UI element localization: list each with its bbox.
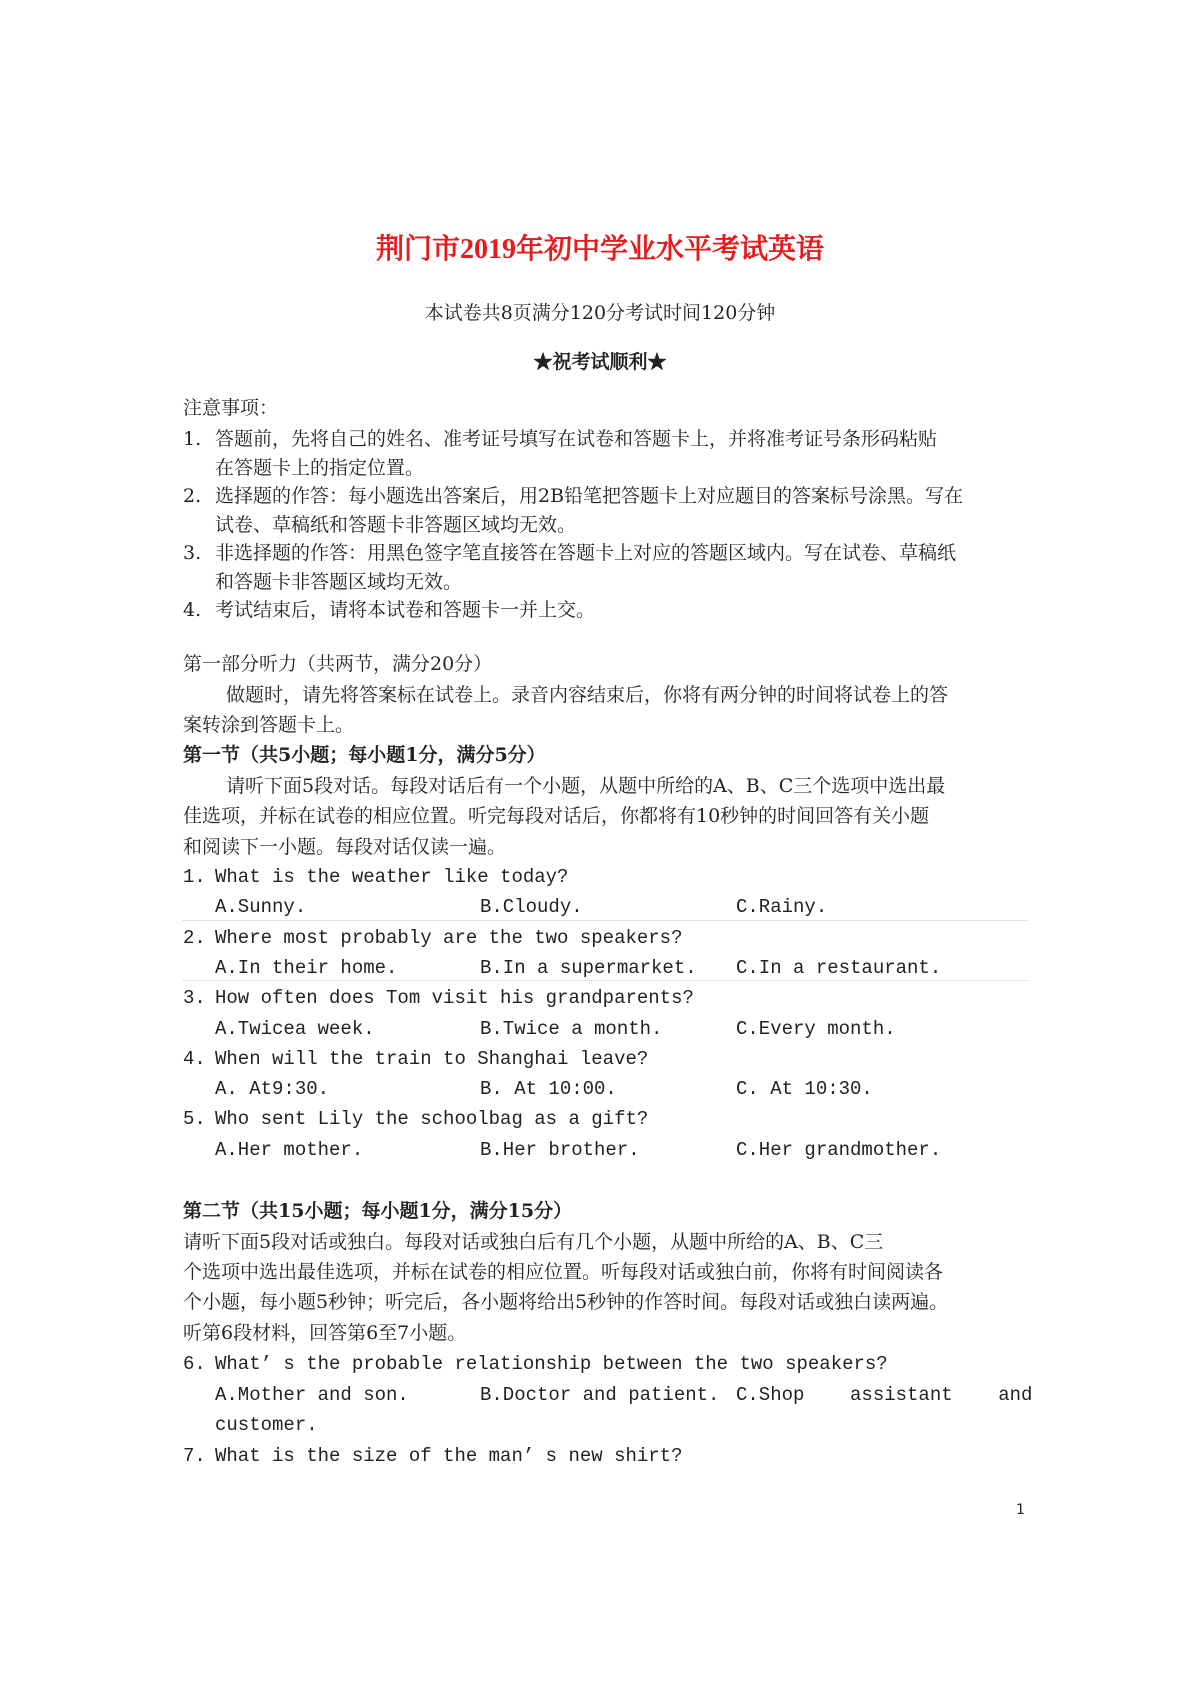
exam-wish: ★祝考试顺利★	[533, 351, 667, 373]
note-line: 试卷、草稿纸和答题卡非答题区域均无效。	[215, 513, 577, 536]
answer-option-continuation: customer.	[215, 1414, 318, 1436]
question-number: 4.	[183, 1047, 206, 1070]
answer-option: C.Her grandmother.	[736, 1138, 942, 1161]
answer-option: A.Mother and son.	[215, 1383, 409, 1406]
note-number: 4.	[183, 599, 202, 621]
section2-intro-2: 个选项中选出最佳选项，并标在试卷的相应位置。听每段对话或独白前，你将有时间阅读各	[183, 1261, 944, 1283]
answer-option: C.Shop assistant and	[736, 1383, 1033, 1406]
note-line: 考试结束后，请将本试卷和答题卡一并上交。	[215, 599, 596, 621]
page-number: 1	[1016, 1502, 1025, 1518]
part1-heading: 第一部分听力（共两节，满分20分）	[183, 653, 493, 675]
part1-intro-2: 案转涂到答题卡上。	[183, 714, 355, 736]
note-number: 3.	[183, 542, 202, 564]
answer-option: B.Cloudy.	[480, 896, 583, 919]
question-number: 3.	[183, 987, 206, 1010]
question-text: Who sent Lily the schoolbag as a gift?	[215, 1108, 649, 1131]
answer-option: A.Twicea week.	[215, 1017, 375, 1040]
answer-option: B.Her brother.	[480, 1138, 640, 1161]
answer-option: C.Every month.	[736, 1017, 896, 1040]
answer-option: A. At9:30.	[215, 1078, 330, 1101]
question-text: Where most probably are the two speakers?	[215, 926, 683, 949]
answer-option: C. At 10:30.	[736, 1078, 873, 1101]
answer-option: C.In a restaurant.	[736, 956, 942, 979]
section1-intro-1: 请听下面5段对话。每段对话后有一个小题，从题中所给的A、B、C三个选项中选出最	[226, 775, 946, 797]
note-line: 非选择题的作答：用黑色签字笔直接答在答题卡上对应的答题区域内。写在试卷、草稿纸	[215, 542, 957, 564]
section2-intro-4: 听第6段材料，回答第6至7小题。	[183, 1322, 467, 1344]
answer-option: A.Her mother.	[215, 1138, 364, 1161]
divider	[183, 920, 1028, 921]
note-number: 1.	[183, 428, 202, 450]
note-number: 2.	[183, 485, 202, 507]
note-line: 和答题卡非答题区域均无效。	[215, 570, 463, 593]
answer-option: B.In a supermarket.	[480, 956, 697, 979]
question-text: What is the weather like today?	[215, 866, 569, 888]
note-line: 选择题的作答：每小题选出答案后，用2B铅笔把答题卡上对应题目的答案标号涂黑。写在	[215, 485, 964, 507]
section1-heading: 第一节（共5小题；每小题1分，满分5分）	[183, 744, 546, 766]
question-text: What is the size of the man’ s new shirt?	[215, 1444, 683, 1467]
question-number: 5.	[183, 1108, 206, 1131]
notes-heading: 注意事项：	[183, 397, 279, 419]
section1-intro-2: 佳选项，并标在试卷的相应位置。听完每段对话后，你都将有10秒钟的时间回答有关小题	[183, 805, 930, 827]
question-text: When will the train to Shanghai leave?	[215, 1047, 649, 1070]
section2-intro-3: 个小题，每小题5秒钟；听完后，各小题将给出5秒钟的作答时间。每段对话或独白读两遍。	[183, 1291, 949, 1313]
question-number: 2.	[183, 926, 206, 949]
answer-option: B. At 10:00.	[480, 1078, 617, 1101]
answer-option: A.Sunny.	[215, 896, 307, 919]
section1-intro-3: 和阅读下一小题。每段对话仅读一遍。	[183, 836, 507, 858]
divider	[183, 980, 1028, 981]
question-number: 1.	[183, 866, 206, 888]
question-number: 6.	[183, 1353, 206, 1375]
note-line: 在答题卡上的指定位置。	[215, 456, 425, 479]
part1-intro-1: 做题时，请先将答案标在试卷上。录音内容结束后，你将有两分钟的时间将试卷上的答	[226, 684, 949, 706]
exam-subtitle: 本试卷共8页满分120分考试时间120分钟	[424, 302, 776, 324]
question-text: How often does Tom visit his grandparents?	[215, 987, 694, 1010]
section2-intro-1: 请听下面5段对话或独白。每段对话或独白后有几个小题，从题中所给的A、B、C三	[183, 1231, 884, 1253]
question-number: 7.	[183, 1444, 206, 1467]
exam-title: 荆门市2019年初中学业水平考试英语	[375, 234, 824, 265]
answer-option: C.Rainy.	[736, 896, 828, 919]
answer-option: B.Doctor and patient.	[480, 1383, 720, 1406]
answer-option: A.In their home.	[215, 956, 398, 979]
question-text: What’ s the probable relationship between the two speakers?	[215, 1353, 888, 1375]
note-line: 答题前，先将自己的姓名、准考证号填写在试卷和答题卡上，并将准考证号条形码粘贴	[215, 428, 938, 450]
section2-heading: 第二节（共15小题；每小题1分，满分15分）	[183, 1200, 573, 1222]
answer-option: B.Twice a month.	[480, 1017, 663, 1040]
